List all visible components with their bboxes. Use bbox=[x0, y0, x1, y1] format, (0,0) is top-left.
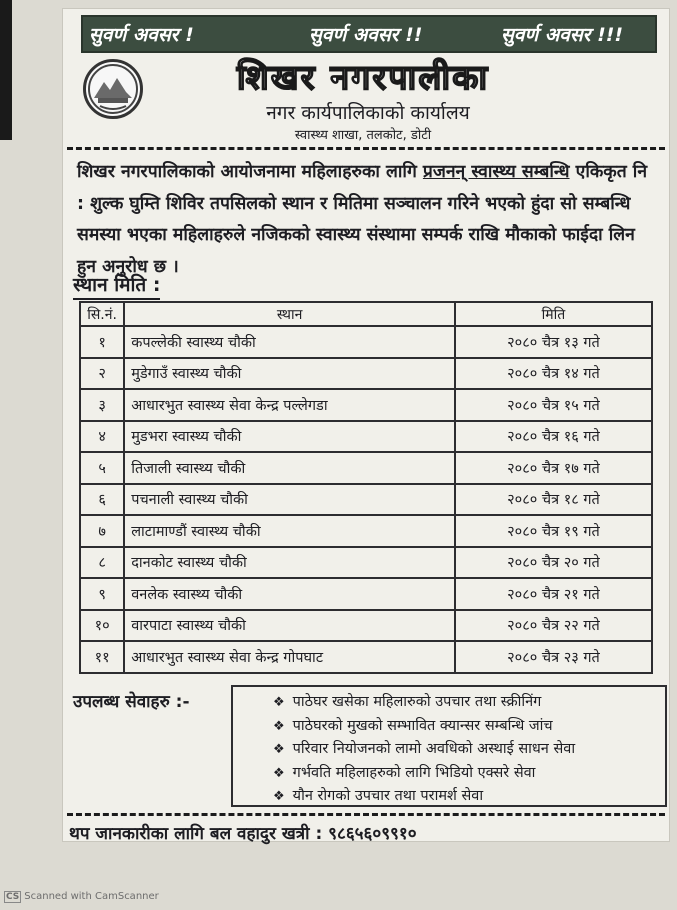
cell-serial: ५ bbox=[80, 452, 124, 484]
cell-date: २०८० चैत्र १३ गते bbox=[455, 326, 652, 358]
table-row bbox=[80, 421, 652, 453]
cell-serial: ९ bbox=[80, 578, 124, 610]
cell-place: मुडेगाउँ स्वास्थ्य चौकी bbox=[124, 358, 455, 390]
cell-date: २०८० चैत्र २१ गते bbox=[455, 578, 652, 610]
cell-serial: ६ bbox=[80, 484, 124, 516]
schedule-table bbox=[79, 301, 653, 674]
table-row bbox=[80, 358, 652, 390]
table-row bbox=[80, 641, 652, 673]
intro-text-after: एकिकृत नि : शुल्क घुम्ति शिविर तपसिलको स्थान र मितिमा सञ्चालन गरिने भएको हुंदा सो सम्बन्धि समस्या भएका महिलाहरुले नजिकको स्वास्थ्य संस्थामा सम्पर्क राखि मौकाको फाईदा लिन हुन अनुरोध छ । bbox=[77, 162, 648, 277]
cell-place: तिजाली स्वास्थ्य चौकी bbox=[124, 452, 455, 484]
contact-info: थप जानकारीका लागि बल वहादुर खत्री : ९८६५६०९९१० bbox=[69, 824, 417, 844]
table-row bbox=[80, 389, 652, 421]
cell-serial: ३ bbox=[80, 389, 124, 421]
cell-date: २०८० चैत्र १५ गते bbox=[455, 389, 652, 421]
banner-text-3: सुवर्ण अवसर !!! bbox=[501, 24, 624, 46]
banner-text-2: सुवर्ण अवसर !! bbox=[309, 24, 423, 46]
cell-date: २०८० चैत्र १७ गते bbox=[455, 452, 652, 484]
schedule-title: स्थान मिति : bbox=[73, 271, 160, 300]
table-row bbox=[80, 547, 652, 579]
service-item: ❖ परिवार नियोजनको लामो अवधिको अस्थाई साधन सेवा bbox=[273, 738, 665, 762]
table-row bbox=[80, 326, 652, 358]
cell-serial: ८ bbox=[80, 547, 124, 579]
cell-date: २०८० चैत्र १९ गते bbox=[455, 515, 652, 547]
nepal-emblem-logo bbox=[83, 59, 143, 119]
scan-dark-edge bbox=[0, 0, 12, 140]
intro-highlight: प्रजनन् स्वास्थ्य सम्बन्धि bbox=[422, 162, 570, 182]
header-date: मिति bbox=[455, 302, 652, 326]
cell-place: कपल्लेकी स्वास्थ्य चौकी bbox=[124, 326, 455, 358]
table-row bbox=[80, 484, 652, 516]
table-row bbox=[80, 610, 652, 642]
services-box bbox=[231, 685, 667, 807]
cell-place: लाटामाण्डौं स्वास्थ्य चौकी bbox=[124, 515, 455, 547]
services-title: उपलब्ध सेवाहरु :- bbox=[73, 692, 190, 712]
cell-place: वारपाटा स्वास्थ्य चौकी bbox=[124, 610, 455, 642]
banner-text-1: सुवर्ण अवसर ! bbox=[89, 24, 194, 46]
header-serial: सि.नं. bbox=[80, 302, 124, 326]
cell-date: २०८० चैत्र २३ गते bbox=[455, 641, 652, 673]
cell-serial: ११ bbox=[80, 641, 124, 673]
scanner-watermark bbox=[4, 891, 159, 903]
cell-serial: २ bbox=[80, 358, 124, 390]
cell-serial: १ bbox=[80, 326, 124, 358]
cell-date: २०८० चैत्र १६ गते bbox=[455, 421, 652, 453]
cell-place: आधारभुत स्वास्थ्य सेवा केन्द्र गोपघाट bbox=[124, 641, 455, 673]
municipality-title: शिखर नगरपालीका bbox=[236, 58, 490, 98]
opportunity-banner bbox=[81, 15, 657, 53]
cell-serial: ४ bbox=[80, 421, 124, 453]
cell-date: २०८० चैत्र १४ गते bbox=[455, 358, 652, 390]
table-row bbox=[80, 515, 652, 547]
watermark-badge: CS bbox=[6, 892, 20, 902]
service-item: ❖ पाठेघरको मुखको सम्भावित क्यान्सर सम्बन्धि जांच bbox=[273, 715, 665, 739]
office-address: स्वास्थ्य शाखा, तलकोट, डोटी bbox=[294, 128, 432, 143]
service-item: ❖ पाठेघर खसेका महिलारुको उपचार तथा स्क्रीनिंग bbox=[273, 691, 665, 715]
cell-date: २०८० चैत्र २० गते bbox=[455, 547, 652, 579]
cell-place: वनलेक स्वास्थ्य चौकी bbox=[124, 578, 455, 610]
cell-place: पचनाली स्वास्थ्य चौकी bbox=[124, 484, 455, 516]
table-row bbox=[80, 452, 652, 484]
cell-date: २०८० चैत्र १८ गते bbox=[455, 484, 652, 516]
services-list bbox=[233, 687, 665, 809]
table-row bbox=[80, 578, 652, 610]
header-divider bbox=[67, 147, 665, 150]
notice-paper bbox=[62, 8, 670, 842]
cell-place: दानकोट स्वास्थ्य चौकी bbox=[124, 547, 455, 579]
footer-divider bbox=[67, 813, 665, 816]
watermark-text: Scanned with CamScanner bbox=[24, 891, 159, 902]
cell-place: आधारभुत स्वास्थ्य सेवा केन्द्र पल्लेगडा bbox=[124, 389, 455, 421]
cell-serial: १० bbox=[80, 610, 124, 642]
service-item: ❖ गर्भवति महिलाहरुको लागि भिडियो एक्सरे सेवा bbox=[273, 762, 665, 786]
cell-serial: ७ bbox=[80, 515, 124, 547]
office-subtitle: नगर कार्यपालिकाको कार्यालय bbox=[266, 102, 470, 124]
cell-date: २०८० चैत्र २२ गते bbox=[455, 610, 652, 642]
header-place: स्थान bbox=[124, 302, 455, 326]
intro-paragraph bbox=[77, 157, 657, 283]
table-header-row bbox=[80, 302, 652, 326]
cell-place: मुडभरा स्वास्थ्य चौकी bbox=[124, 421, 455, 453]
service-item: ❖ यौन रोगको उपचार तथा परामर्श सेवा bbox=[273, 785, 665, 809]
intro-text-before: शिखर नगरपालिकाको आयोजनामा महिलाहरुका लागि bbox=[77, 162, 423, 182]
